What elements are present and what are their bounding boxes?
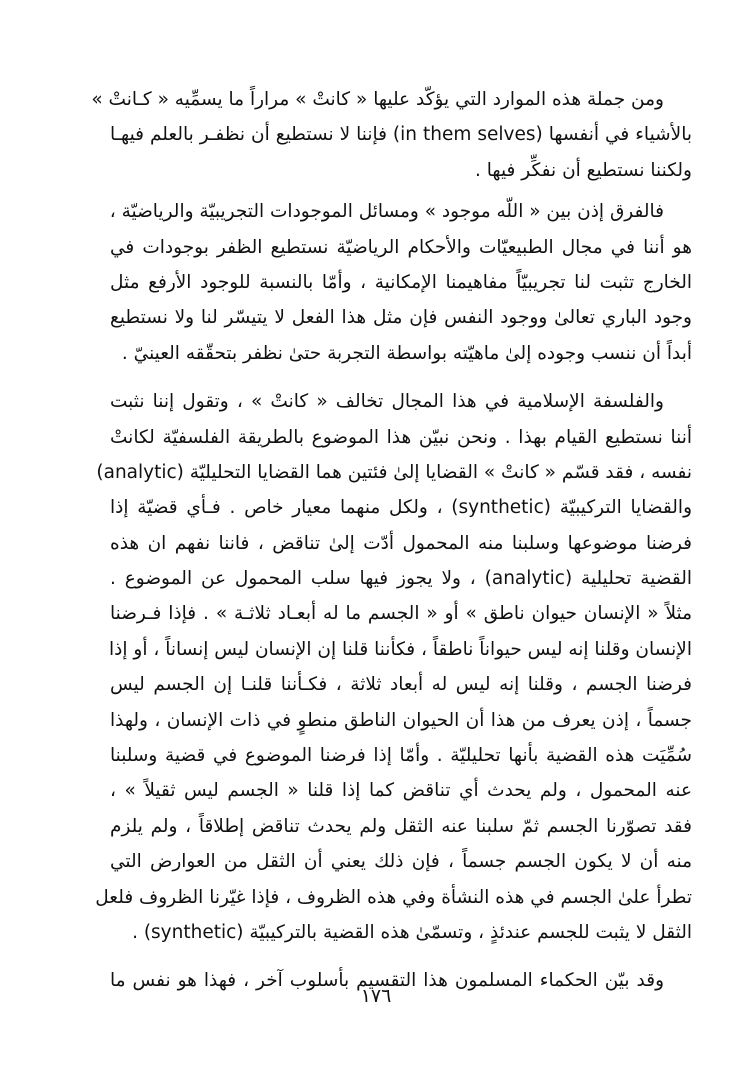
text-line: والقضايا التركيبيّة (synthetic) ، ولكل منهما معيار خاص . فـأي قضيّة إذا <box>110 497 692 519</box>
text-line: فقد تصوّرنا الجسم ثمّ سلبنا عنه الثقل ولم يحدث تناقض إطلاقاً ، ولم يلزم <box>110 815 692 837</box>
text-line: والفلسفة الإسلامية في هذا المجال تخالف « كانتْ » ، وتقول إننا نثبت <box>110 391 664 413</box>
text-line: ومن جملة هذه الموارد التي يؤكّد عليها « كانتْ » مراراً ما يسمِّيه « كـانتْ » <box>91 89 664 110</box>
paragraph <box>110 194 692 371</box>
text-line: جسماً ، إذن يعرف من هذا أن الحيوان الناطق منطوٍ في ذات الإنسان ، ولهذا <box>110 709 692 731</box>
text-line: تطرأ علىٰ الجسم في هذه النشأة وفي هذه الظروف ، فإذا غيّرنا الظروف فلعل <box>95 886 692 908</box>
text-line: ولكننا نستطيع أن نفكِّر فيها . <box>475 159 692 181</box>
text-line: مثلاً « الإنسان حيوان ناطق » أو « الجسم ما له أبعـاد ثلاثـة » . فإذا فـرضنا <box>110 603 692 625</box>
text-line: فالفرق إذن بين « اللّه موجود » ومسائل الموجودات التجريبيّة والرياضيّة ، <box>109 201 664 223</box>
text-line: منه أن لا يكون الجسم جسماً ، فإن ذلك يعني أن الثقل من العوارض التي <box>110 851 692 873</box>
text-line: الخارج تثبت لنا تجريبيّاً مفاهيمنا الإمكانية ، وأمّا بالنسبة للوجود الأرفع مثل <box>110 271 692 293</box>
text-line: أننا نستطيع القيام بهذا . ونحن نبيّن هذا الموضوع بالطريقة الفلسفيّة لكانتْ <box>110 426 692 448</box>
text-line: وقد بيّن الحكماء المسلمون هذا التقسيم بأسلوب آخر ، فهذا هو نفس ما <box>110 970 664 992</box>
text-line: فرضنا موضوعها وسلبنا منه المحمول أدّت إلىٰ تناقض ، فاننا نفهم ان هذه <box>110 532 692 554</box>
paragraph <box>91 82 692 188</box>
text-line: القضية تحليلية (analytic) ، ولا يجوز فيها سلب المحمول عن الموضوع . <box>110 568 692 590</box>
text-line: وجود الباري تعالىٰ ووجود النفس فإن مثل هذا الفعل لا يتيسّر لنا ولا نستطيع <box>110 307 692 329</box>
text-line: الثقل لا يثبت للجسم عندئذٍ ، وتسمّىٰ هذه القضية بالتركيبيّة (synthetic) . <box>132 921 692 943</box>
text-line: نفسه ، فقد قسّم « كانتْ » القضايا إلىٰ فئتين هما القضايا التحليليّة (analytic) <box>96 461 692 483</box>
page-number: ١٧٦ <box>360 985 392 1007</box>
text-line: الإنسان وقلنا إنه ليس حيواناً ناطقاً ، فكأننا قلنا إن الإنسان ليس إنساناً ، أو إذا <box>108 638 692 660</box>
text-line: بالأشياء في أنفسها (in them selves) فإننا لا نستطيع أن نظفـر بالعلم فيهـا <box>110 124 692 146</box>
text-line: هو أننا في مجال الطبيعيّات والأحكام الرياضيّة نستطيع الظفر بوجودات في <box>110 236 692 258</box>
text-line: سُمِّيَت هذه القضية بأنها تحليليّة . وأمّا إذا فرضنا الموضوع في قضية وسلبنا <box>110 745 692 767</box>
text-line: فرضنا الجسم ، وقلنا إنه ليس له أبعاد ثلاثة ، فكـأننا قلنـا إن الجسم ليس <box>110 674 692 696</box>
text-line: أبداً أن ننسب وجوده إلىٰ ماهيّته بواسطة التجربة حتىٰ نظفر بتحقّقه العينيّ . <box>121 342 692 364</box>
paragraph <box>95 384 692 950</box>
text-line: عنه المحمول ، ولم يحدث أي تناقض كما إذا قلنا « الجسم ليس ثقيلاً » ، <box>110 780 692 802</box>
page-body <box>91 82 692 999</box>
